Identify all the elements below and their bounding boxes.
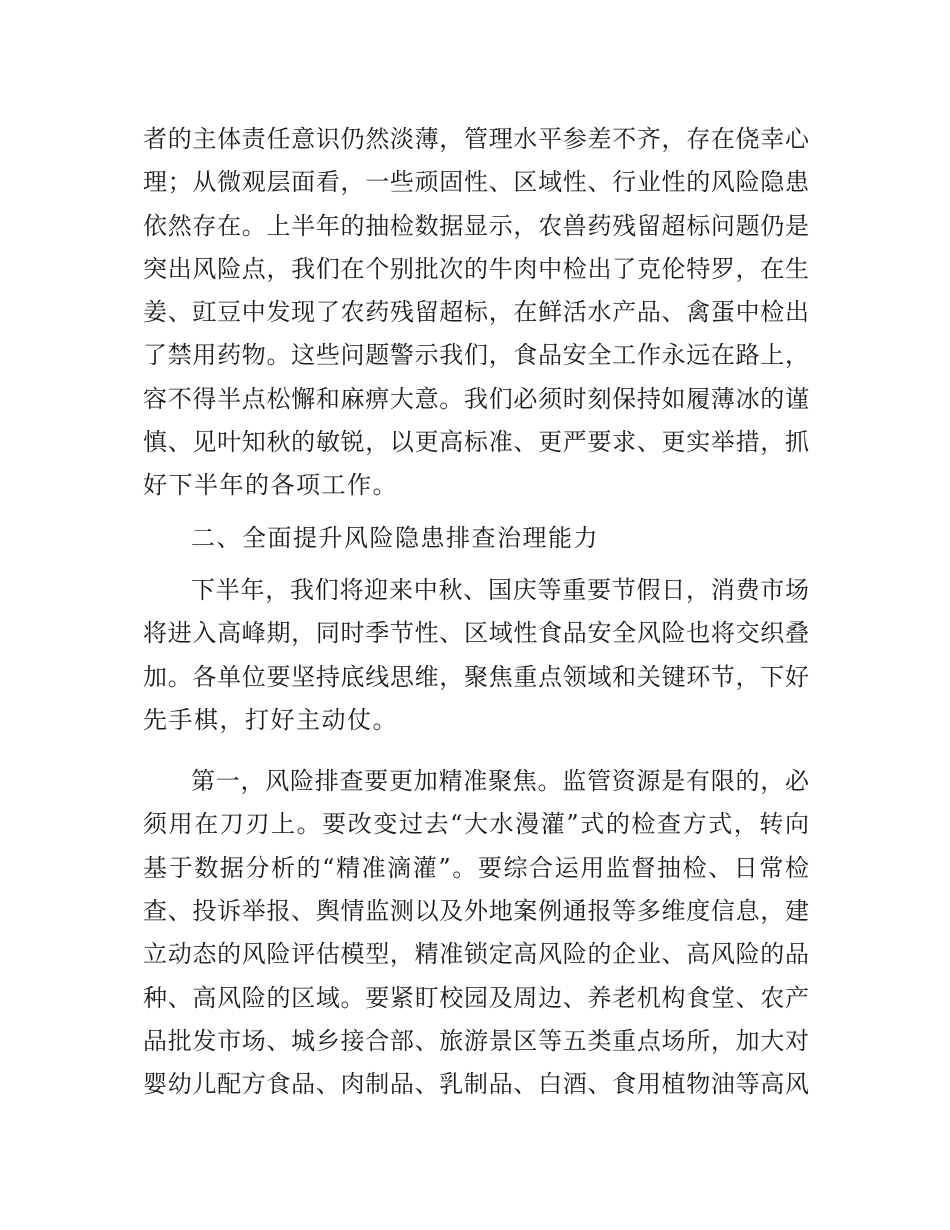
text-line: 立动态的风险评估模型，精准锁定高风险的企业、高风险的品 — [143, 940, 809, 969]
text-line: 姜、豇豆中发现了农药残留超标，在鲜活水产品、禽蛋中检出 — [143, 298, 809, 327]
text-line: 者的主体责任意识仍然淡薄，管理水平参差不齐，存在侥幸心 — [143, 125, 809, 153]
text-line: 第一，风险排查要更加精准聚焦。监管资源是有限的，必 — [191, 767, 809, 796]
text-line: 须用在刀刃上。要改变过去“大水漫灌”式的检查方式，转向 — [143, 810, 809, 839]
text-line: 将进入高峰期，同时季节性、区域性食品安全风险也将交织叠 — [143, 619, 809, 648]
text-line: 婴幼儿配方食品、肉制品、乳制品、白酒、食用植物油等高风 — [143, 1070, 809, 1099]
text-line: 依然存在。上半年的抽检数据显示，农兽药残留超标问题仍是 — [143, 211, 809, 240]
text-line: 突出风险点，我们在个别批次的牛肉中检出了克伦特罗，在生 — [143, 254, 809, 283]
heading-line: 二、全面提升风险隐患排查治理能力 — [191, 523, 599, 552]
text-line: 基于数据分析的“精准滴灌”。要综合运用监督抽检、日常检 — [143, 853, 809, 882]
text-line: 好下半年的各项工作。 — [143, 471, 398, 500]
text-line: 了禁用药物。这些问题警示我们，食品安全工作永远在路上， — [143, 341, 809, 370]
text-line: 先手棋，打好主动仗。 — [143, 705, 398, 734]
paragraph-spacer — [143, 742, 809, 760]
document-body — [143, 118, 809, 1107]
paragraph-1 — [143, 118, 809, 508]
paragraph-3 — [143, 760, 809, 1106]
text-line: 理；从微观层面看，一些顽固性、区域性、行业性的风险隐患 — [143, 168, 809, 197]
paragraph-spacer — [143, 508, 809, 517]
text-line: 种、高风险的区域。要紧盯校园及周边、养老机构食堂、农产 — [143, 983, 809, 1012]
text-line: 慎、见叶知秋的敏锐，以更高标准、更严要求、更实举措，抓 — [143, 428, 809, 457]
text-line: 品批发市场、城乡接合部、旅游景区等五类重点场所，加大对 — [143, 1026, 809, 1055]
paragraph-2 — [143, 569, 809, 742]
paragraph-spacer — [143, 560, 809, 569]
text-line: 下半年，我们将迎来中秋、国庆等重要节假日，消费市场 — [191, 575, 809, 604]
text-line: 查、投诉举报、舆情监测以及外地案例通报等多维度信息，建 — [143, 897, 809, 926]
text-line: 加。各单位要坚持底线思维，聚焦重点领域和关键环节，下好 — [143, 662, 809, 691]
section-heading-2 — [143, 517, 809, 560]
text-line: 容不得半点松懈和麻痹大意。我们必须时刻保持如履薄冰的谨 — [143, 384, 809, 413]
